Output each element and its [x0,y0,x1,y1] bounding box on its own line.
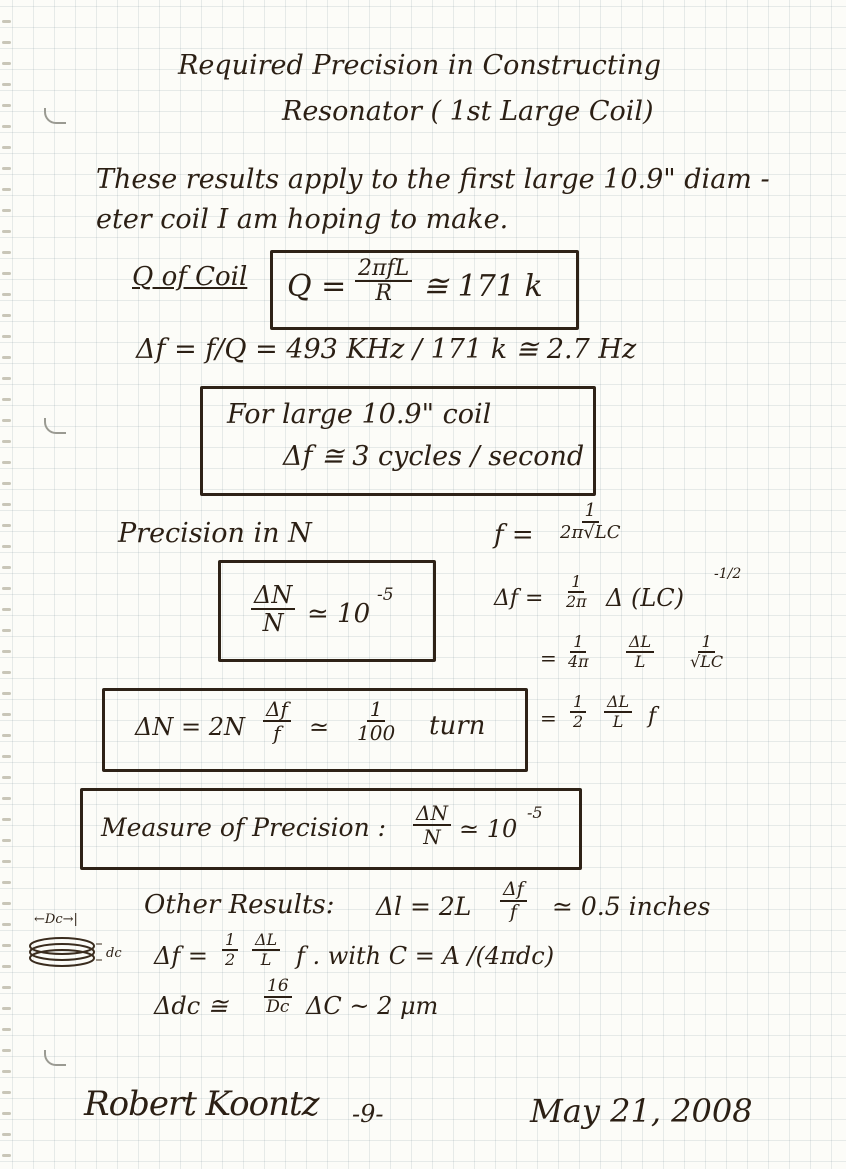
perforation-mark [2,1154,11,1157]
df-numerator: Δf [263,699,291,722]
signature: Robert Koontz [84,1084,319,1124]
deriv-eq4-a-num: 1 [570,694,586,713]
perforation-mark [2,146,11,149]
perforation-mark [2,755,11,758]
perforation-mark [2,20,11,23]
deriv-eq2-exponent: -1/2 [714,566,742,582]
dn-exponent: -5 [377,585,394,605]
entry-date: May 21, 2008 [530,1092,753,1130]
dn-over-n-box [218,560,436,662]
deriv-eq3-frac-a [568,634,589,670]
large-coil-line2: Δf ≅ 3 cycles / second [283,441,585,472]
other-r3-rhs: ΔC ~ 2 μm [306,992,439,1020]
measure-denominator: N [423,825,441,849]
page-title-line2: Resonator ( 1st Large Coil) [282,96,654,127]
perforation-mark [2,356,11,359]
deriv-eq3-c-num: 1 [698,634,714,653]
deriv-eq1-lhs: f = [494,520,534,550]
measure-exponent: -5 [527,803,543,822]
q-lhs: Q = [287,269,347,304]
other-r2-b-den: L [260,949,272,969]
perforation-mark [2,482,11,485]
perforation-mark [2,1049,11,1052]
other-r2-lhs: Δf = [154,942,208,970]
perforation-mark [2,545,11,548]
perforation-mark [2,902,11,905]
turn-denominator: 100 [357,721,396,745]
perforation-mark [2,1007,11,1010]
q-fraction [355,257,412,306]
dn-denominator: N [262,609,284,638]
other-r3-den: Dc [266,996,290,1017]
perforation-mark [2,524,11,527]
other-r2-frac-a [222,932,238,968]
perforation-mark [2,1112,11,1115]
other-r2-b-num: ΔL [252,932,280,951]
dn-result: ≃ 10 [307,599,371,629]
deriv-eq4-rhs: f [648,704,657,729]
perforation-mark [2,41,11,44]
deriv-eq4-b-num: ΔL [604,694,632,713]
q-formula-box [270,250,579,330]
measure-result: ≃ 10 [459,815,518,843]
q-result: ≅ 171 k [423,269,543,304]
measure-precision-box [80,788,582,870]
intro-line1: These results apply to the first large 10.9" diam - [96,164,770,195]
page-number: -9- [352,1100,384,1128]
perforation-mark [2,272,11,275]
perforation-mark [2,860,11,863]
other-r1-lhs: Δl = 2L [376,892,472,921]
perforation-mark [2,692,11,695]
other-r2-rhs: f . with C = A /(4πdc) [296,942,555,970]
perforation-mark [2,1091,11,1094]
other-r1-rhs: ≃ 0.5 inches [552,892,711,921]
dn-numerator: ΔN [251,583,295,610]
other-r3-lhs: Δdc ≅ [154,992,228,1020]
perforation-mark [2,923,11,926]
precision-heading: Precision in N [118,518,312,549]
deriv-eq4-lhs: = [540,706,557,730]
perforation-mark [2,167,11,170]
deriv-eq4-frac-a [570,694,586,730]
dn-eq-approx: ≃ [309,713,330,741]
perforation-mark [2,314,11,317]
turn-numerator: 1 [367,699,386,722]
measure-numerator: ΔN [413,803,451,826]
perforation-mark [2,461,11,464]
perforation-mark [2,104,11,107]
coil-sketch-icon [24,930,104,980]
deriv-eq2-num: 1 [568,574,584,593]
deriv-eq3-frac-c [690,634,723,670]
deriv-eq3-lhs: = [540,646,557,670]
other-results-label: Other Results: [144,890,335,920]
perforation-mark [2,818,11,821]
other-r2-frac-b [252,932,280,968]
deriv-eq1-den: 2π√LC [560,521,621,543]
deriv-eq3-a-num: 1 [570,634,586,653]
measure-fraction [413,803,451,848]
perforation-mark [2,188,11,191]
perforation-mark [2,83,11,86]
perforation-mark [2,650,11,653]
perforation-mark [2,839,11,842]
intro-line2: eter coil I am hoping to make. [96,204,509,235]
large-coil-box [200,386,596,496]
deriv-eq3-frac-b [626,634,654,670]
deriv-eq2-lhs: Δf = [494,586,544,611]
perforation-mark [2,1028,11,1031]
deriv-eq4-b-den: L [612,711,624,731]
turn-unit: turn [429,711,486,741]
perforation-mark [2,503,11,506]
df-over-f-fraction [263,699,291,744]
deriv-eq2-rhs: Δ (LC) [606,584,684,612]
perforation-mark [2,251,11,254]
q-of-coil-label: Q of Coil [132,262,248,292]
dn-equation-box [102,688,528,772]
dn-fraction [251,583,295,637]
deriv-eq3-a-den: 4π [568,651,589,671]
perforation-mark [2,671,11,674]
perforation-mark [2,62,11,65]
perforation-mark [2,797,11,800]
turn-fraction [357,699,395,744]
deriv-eq3-b-num: ΔL [626,634,654,653]
perforation-mark [2,440,11,443]
coil-sketch-dc-label: dc [106,946,122,961]
perforation-mark [2,293,11,296]
other-r1-num: Δf [500,880,527,902]
deriv-eq4-frac-b [604,694,632,730]
binder-mark [44,418,66,434]
perforation-mark [2,986,11,989]
perforation-mark [2,377,11,380]
perforation-mark [2,1133,11,1136]
dn-eq-lhs: ΔN = 2N [135,713,245,741]
other-r3-fraction [264,978,292,1017]
perforation-mark [2,944,11,947]
perforation-mark [2,608,11,611]
perforation-mark [2,125,11,128]
perforation-mark [2,734,11,737]
perforation-mark [2,209,11,212]
deriv-eq2-den: 2π [566,591,587,611]
deriv-eq1-fraction [560,502,620,543]
coil-sketch-dim-label: ←Dc→| [34,912,78,927]
perforation-mark [2,398,11,401]
q-numerator: 2πfL [355,257,412,282]
perforation-mark [2,587,11,590]
other-r2-a-den: 2 [225,949,236,969]
perforation-edge [2,0,16,1169]
perforation-mark [2,629,11,632]
perforation-mark [2,335,11,338]
binder-mark [44,1050,66,1066]
df-denominator: f [273,721,281,745]
perforation-mark [2,419,11,422]
deriv-eq3-b-den: L [634,651,646,671]
other-r2-a-num: 1 [222,932,238,951]
binder-mark [44,108,66,124]
other-r3-num: 16 [264,978,292,998]
perforation-mark [2,776,11,779]
deriv-eq3-c-den: √LC [690,651,724,671]
deriv-eq4-a-den: 2 [573,711,584,731]
perforation-mark [2,965,11,968]
perforation-mark [2,566,11,569]
other-r1-fraction [500,880,527,923]
deriv-eq1-num: 1 [582,502,599,523]
measure-label: Measure of Precision : [101,813,387,842]
perforation-mark [2,1070,11,1073]
other-r1-den: f [509,900,517,923]
perforation-mark [2,881,11,884]
perforation-mark [2,713,11,716]
deriv-eq2-fraction [566,574,587,610]
perforation-mark [2,230,11,233]
page-title-line1: Required Precision in Constructing [178,50,662,81]
q-denominator: R [375,281,392,307]
delta-f-line: Δf = f/Q = 493 KHz / 171 k ≅ 2.7 Hz [136,334,637,365]
large-coil-line1: For large 10.9" coil [227,399,492,430]
